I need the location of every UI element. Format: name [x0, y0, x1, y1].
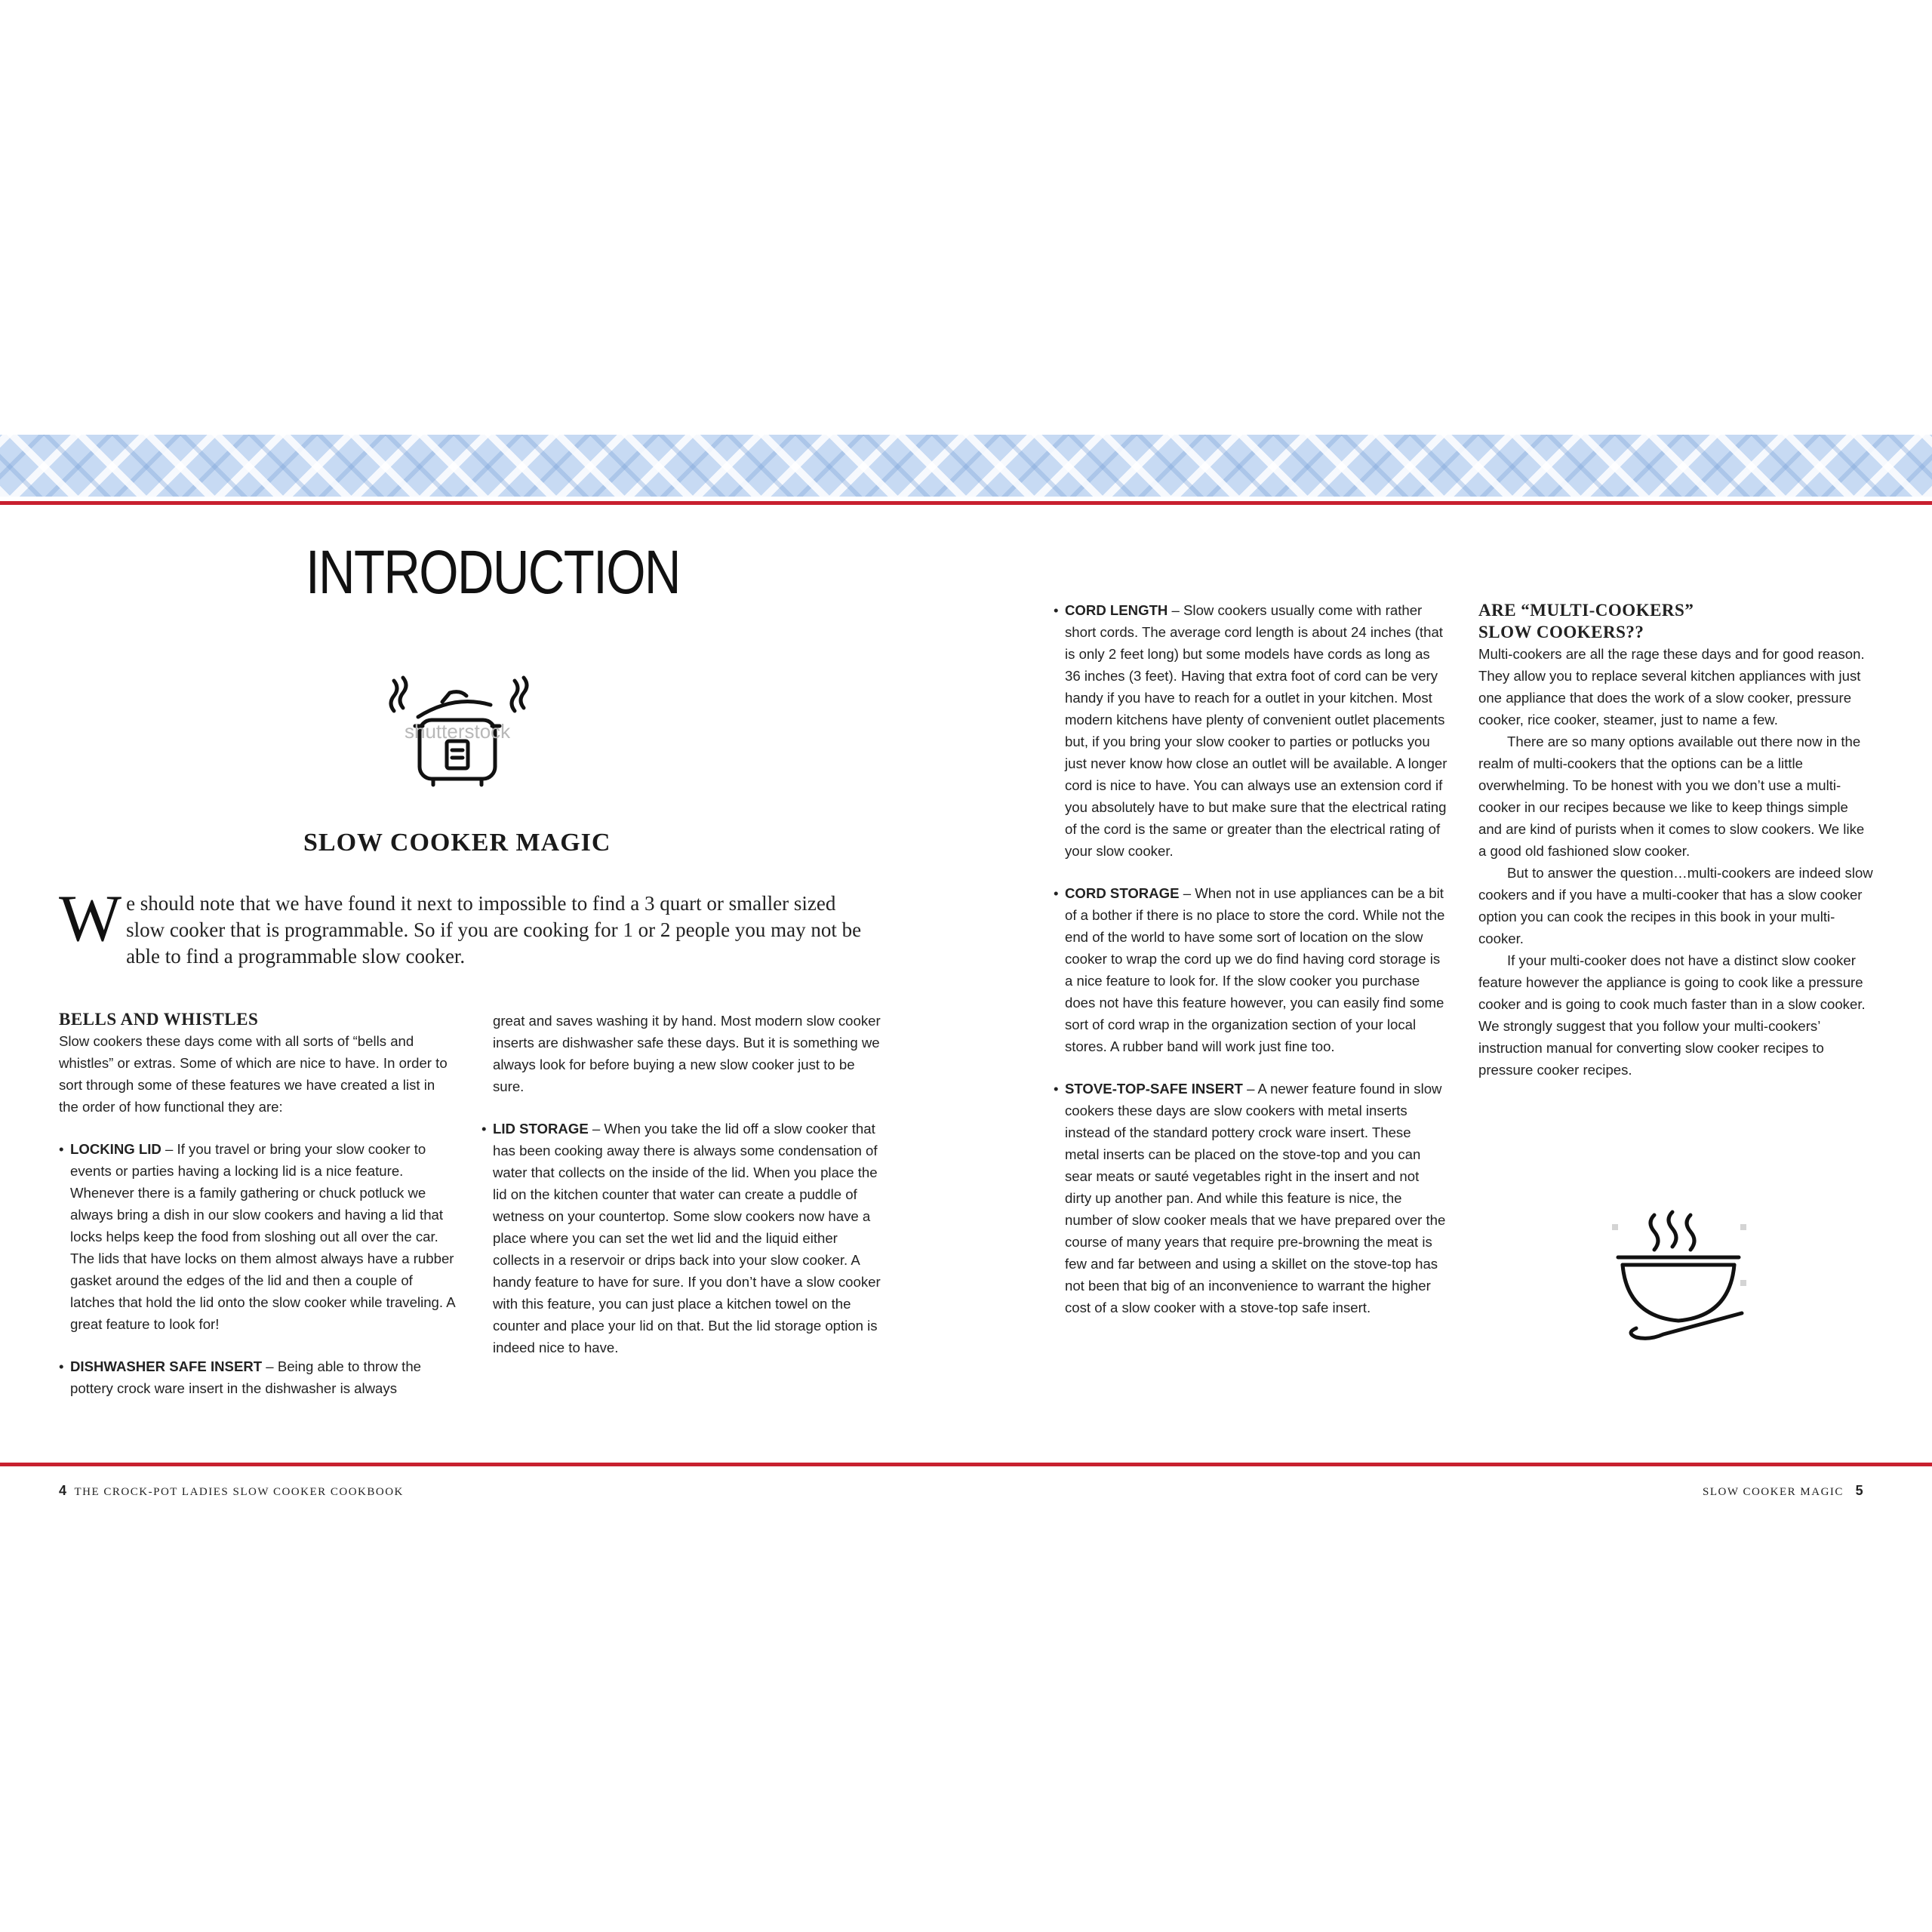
multi-paragraph-2: There are so many options available out there now in the realm of multi-cookers that the options can be a little overwhelming. To be honest with you we don’t use a multi-cooker in our recipes because we like to keep things simple and are kind of purists when it comes to slow cookers. We like a good old fashioned slow cooker.: [1478, 734, 1865, 859]
cord-storage-text: – When not in use appliances can be a bit of a bother if there is no place to store the cord. While not the end of the world to have some sort of location on the slow cooker to wrap the cord up we do find having cord storage is a nice feature to look for. If the slow cooker you purchase does not have this feature however, you can easily find some sort of cord wrap in the organization section of your local stores. A rubber band will work just fine too.: [1065, 885, 1445, 1054]
column-right-2: [1478, 599, 1873, 1081]
dishwasher-text: – Being able to throw the pottery crock ware insert in the dishwasher is always: [70, 1358, 422, 1396]
list-item-cord-length: [1054, 599, 1449, 862]
list-item-stovetop: [1054, 1078, 1449, 1318]
multi-heading-line-2: SLOW COOKERS??: [1478, 623, 1644, 641]
page-number-right: 5: [1855, 1483, 1863, 1498]
column-left-1: [59, 1008, 457, 1399]
list-item-lid-storage: [481, 1118, 884, 1358]
bells-heading: BELLS AND WHISTLES: [59, 1010, 259, 1029]
dishwasher-label: DISHWASHER SAFE INSERT: [70, 1358, 263, 1374]
footer-right: [1703, 1483, 1863, 1499]
section-title: SLOW COOKER MAGIC: [303, 829, 611, 857]
plaid-banner: [0, 435, 1932, 497]
list-item-locking-lid: [59, 1138, 457, 1335]
list-item-dishwasher: [59, 1355, 457, 1399]
footer-left: [59, 1483, 404, 1499]
lead-text: e should note that we have found it next to impossible to find a 3 quart or smaller sized slow cooker that is programmable. So if you are cooking for 1 or 2 people you may not be able to find a programmable slow cooker.: [126, 892, 862, 968]
column-right-1: [1054, 599, 1449, 1318]
column-left-2: [481, 1010, 884, 1358]
dishwasher-continued: great and saves washing it by hand. Most modern slow cooker inserts are dishwasher safe these days. But it is something we always look for before buying a new slow cooker just to be sure.: [493, 1013, 881, 1094]
list-item-cord-storage: [1054, 882, 1449, 1057]
lid-storage-text: – When you take the lid off a slow cooker that has been cooking away there is always some condensation of water that collects on the inside of the lid. When you place the lid on the kitchen counter that water can create a puddle of wetness on your countertop. Some slow cookers now have a place where you can set the wet lid and the liquid either collects in a reservoir or drips back into your slow cooker. A handy feature to have for sure. If you don’t have a slow cooker with this feature, you can just place a kitchen towel on the counter and place your lid on that. But the lid storage option is indeed nice to have.: [493, 1121, 881, 1355]
multi-paragraph-3: But to answer the question…multi-cookers are indeed slow cookers and if you have a multi-cooker that has a slow cooker option you can cook the recipes in this book in your multi-cooker.: [1478, 865, 1873, 946]
footer-title-left: THE CROCK-POT LADIES SLOW COOKER COOKBOOK: [74, 1486, 404, 1498]
page-title: INTRODUCTION: [306, 538, 680, 607]
cord-storage-label: CORD STORAGE: [1065, 885, 1180, 901]
soup-bowl-icon: [1607, 1208, 1751, 1351]
top-red-rule: [0, 501, 1932, 505]
locking-lid-text: – If you travel or bring your slow cooker to events or parties having a locking lid is a nice feature. Whenever there is a family gathering or chuck potluck we always bring a dish in our slow cookers and having a lid that locks helps keep the food from sloshing out all over the car. The lids that have locks on them almost always have a rubber gasket around the edges of the lid and then a couple of latches that hold the lid onto the slow cooker while traveling. A great feature to look for!: [70, 1141, 455, 1332]
stovetop-label: STOVE-TOP-SAFE INSERT: [1065, 1081, 1243, 1097]
lead-paragraph: [59, 882, 874, 970]
slow-cooker-icon: [386, 672, 530, 792]
lid-storage-label: LID STORAGE: [493, 1121, 589, 1137]
drop-cap: W: [59, 882, 122, 955]
multi-paragraph-4: If your multi-cooker does not have a distinct slow cooker feature however the appliance is going to cook like a pressure cooker and is going to cook much faster than in a slow cooker. We strongly suggest that you follow your multi-cookers’ instruction manual for converting slow cooker recipes to pressure cooker recipes.: [1478, 952, 1866, 1078]
bells-intro: Slow cookers these days come with all sorts of “bells and whistles” or extras. Some of which are nice to have. In order to sort through some of these features we have created a list in the order of how functional they are:: [59, 1033, 448, 1115]
bottom-red-rule: [0, 1463, 1932, 1466]
footer-title-right: SLOW COOKER MAGIC: [1703, 1486, 1844, 1498]
multi-paragraph-1: Multi-cookers are all the rage these days and for good reason. They allow you to replace several kitchen appliances with just one appliance that does the work of a slow cooker, pressure cooker, rice cooker, steamer, just to name a few.: [1478, 646, 1865, 728]
locking-lid-label: LOCKING LID: [70, 1141, 162, 1157]
cord-length-label: CORD LENGTH: [1065, 602, 1168, 618]
multi-heading-line-1: ARE “MULTI-COOKERS”: [1478, 601, 1694, 620]
watermark: shutterstock: [405, 720, 511, 743]
cord-length-text: – Slow cookers usually come with rather short cords. The average cord length is about 24 inches (that is only 2 feet long) but some models have cords as long as 36 inches (3 feet). Having that extra foot of cord can be very handy if you have to reach for a outlet in your kitchen. Most modern kitchens have plenty of convenient outlet placements but, if you bring your slow cooker to parties or potlucks you just never know how close an outlet will be available. A longer cord is nice to have. You can always use an extension cord if you absolutely have to but make sure that the electrical rating of the cord is the same or greater than the electrical rating of your slow cooker.: [1065, 602, 1447, 859]
stovetop-text: – A newer feature found in slow cookers these days are slow cookers with metal inserts instead of the standard pottery crock ware insert. These metal inserts can be placed on the stove-top and you can sear meats or sauté vegetables right in the insert and not dirty up another pan. And while this feature is nice, the number of slow cooker meals that we have prepared over the course of many years that require pre-browning the meat is few and far between and using a skillet on the stove-top has not been that big of an inconvenience to warrant the higher cost of a slow cooker with a stove-top safe insert.: [1065, 1081, 1446, 1315]
page-number-left: 4: [59, 1483, 67, 1498]
